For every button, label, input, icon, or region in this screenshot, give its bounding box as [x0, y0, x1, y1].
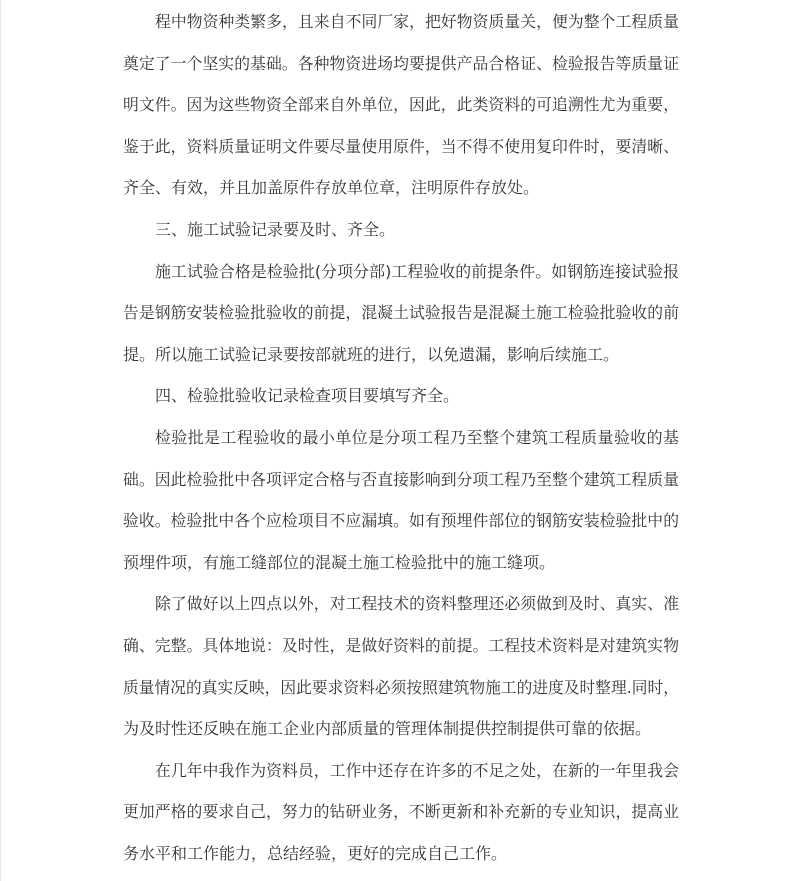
text-line: 除了做好以上四点以外，对工程技术的资料整理还必须做到及时、真实、准: [155, 594, 679, 614]
text-line: 质量情况的真实反映，因此要求资料必须按照建筑物施工的进度及时整理.同时，: [123, 677, 679, 697]
text-line: 三、施工试验记录要及时、齐全。: [155, 219, 396, 239]
text-line: 施工试验合格是检验批(分项分部)工程验收的前提条件。如钢筋连接试验报: [155, 261, 679, 281]
text-line: 在几年中我作为资料员，工作中还存在许多的不足之处，在新的一年里我会: [155, 760, 679, 780]
text-line: 更加严格的要求自己，努力的钻研业务，不断更新和补充新的专业知识，提高业: [123, 802, 679, 822]
text-line: 检验批是工程验收的最小单位是分项工程乃至整个建筑工程质量验收的基: [155, 427, 679, 447]
text-line: 明文件。因为这些物资全部来自外单位，因此，此类资料的可追溯性尤为重要，: [123, 95, 679, 115]
text-line: 程中物资种类繁多，且来自不同厂家，把好物资质量关，便为整个工程质量: [155, 12, 679, 31]
text-line: 为及时性还反映在施工企业内部质量的管理体制提供控制提供可靠的依据。: [123, 719, 652, 739]
text-line: 础。因此检验批中各项评定合格与否直接影响到分项工程乃至整个建筑工程质量: [123, 469, 679, 489]
text-line: 确、完整。具体地说：及时性，是做好资料的前提。工程技术资料是对建筑实物: [123, 635, 679, 655]
text-line: 鉴于此，资料质量证明文件要尽量使用原件，当不得不使用复印件时，要清晰、: [123, 136, 679, 156]
document-body: [123, 4, 679, 877]
text-line: 奠定了一个坚实的基础。各种物资进场均要提供产品合格证、检验报告等质量证: [123, 53, 679, 73]
text-line: 告是钢筋安装检验批验收的前提，混凝土试验报告是混凝土施工检验批验收的前: [123, 303, 679, 323]
text-line: 务水平和工作能力，总结经验，更好的完成自己工作。: [123, 843, 508, 863]
text-line: 四、检验批验收记录检查项目要填写齐全。: [155, 386, 460, 406]
text-line: 验收。检验批中各个应检项目不应漏填。如有预埋件部位的钢筋安装检验批中的: [123, 511, 679, 531]
text-line: 齐全、有效，并且加盖原件存放单位章，注明原件存放处。: [123, 178, 540, 198]
text-line: 预埋件项，有施工缝部位的混凝土施工检验批中的施工缝项。: [123, 552, 556, 572]
text-line: 提。所以施工试验记录要按部就班的进行，以免遗漏，影响后续施工。: [123, 344, 620, 364]
